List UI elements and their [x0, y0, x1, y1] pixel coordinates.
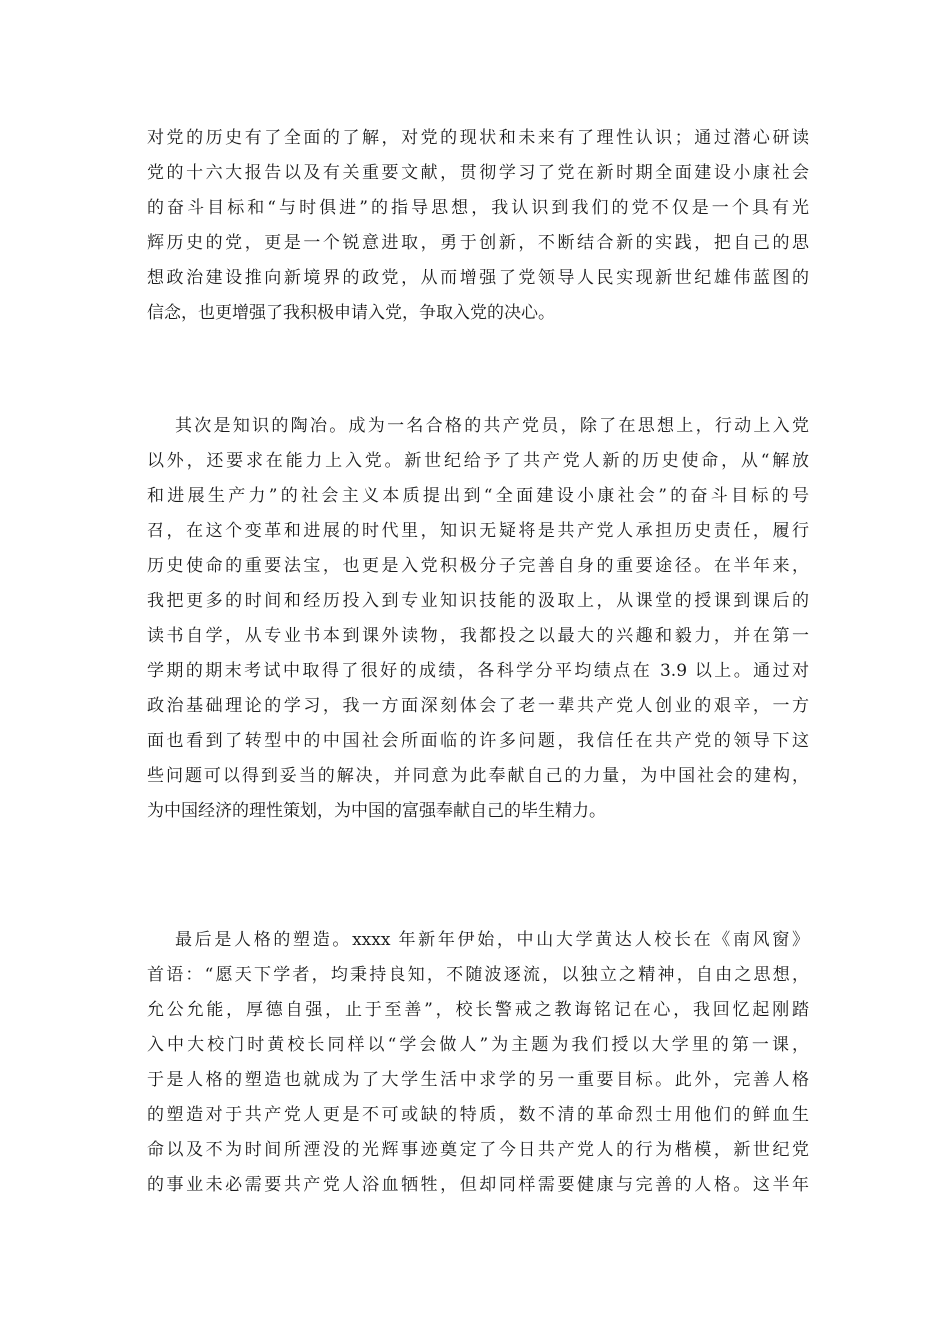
text-line: 于是人格的塑造也就成为了大学生活中求学的另一重要目标。此外，完善人格	[147, 1070, 809, 1090]
text-line: 历史使命的重要法宝，也更是入党积极分子完善自身的重要途径。在半年来，	[147, 556, 809, 576]
paragraph-party-history	[147, 121, 809, 331]
text-line: 读书自学，从专业书本到课外读物，我都投之以最大的兴趣和毅力，并在第一	[147, 626, 809, 646]
text-line: 其次是知识的陶冶。成为一名合格的共产党员，除了在思想上，行动上入党	[175, 416, 809, 436]
text-line: 信念，也更增强了我积极申请入党，争取入党的决心。	[147, 303, 555, 323]
text-line: 我把更多的时间和经历投入到专业知识技能的汲取上，从课堂的授课到课后的	[147, 591, 809, 611]
paragraph-knowledge	[147, 409, 809, 829]
text-line: 些问题可以得到妥当的解决，并同意为此奉献自己的力量，为中国社会的建构，	[147, 766, 809, 786]
text-line: 入中大校门时黄校长同样以“学会做人”为主题为我们授以大学里的第一课，	[147, 1035, 809, 1055]
text-line: 最后是人格的塑造。xxxx 年新年伊始，中山大学黄达人校长在《南风窗》	[175, 930, 809, 950]
text-line: 为中国经济的理性策划，为中国的富强奉献自己的毕生精力。	[147, 801, 606, 821]
text-line: 的事业未必需要共产党人浴血牺牲，但却同样需要健康与完善的人格。这半年	[147, 1175, 809, 1195]
text-line: 允公允能，厚德自强，止于至善”，校长警戒之教诲铭记在心，我回忆起刚踏	[147, 1000, 809, 1020]
text-line: 命以及不为时间所湮没的光辉事迹奠定了今日共产党人的行为楷模，新世纪党	[147, 1140, 809, 1160]
text-line: 政治基础理论的学习，我一方面深刻体会了老一辈共产党人创业的艰辛，一方	[147, 696, 809, 716]
text-line: 对党的历史有了全面的了解，对党的现状和未来有了理性认识；通过潜心研读	[147, 128, 809, 148]
text-line: 学期的期末考试中取得了很好的成绩，各科学分平均绩点在 3.9 以上。通过对	[147, 661, 809, 681]
text-line: 的奋斗目标和“与时俱进”的指导思想，我认识到我们的党不仅是一个具有光	[147, 198, 809, 218]
text-line: 召，在这个变革和进展的时代里，知识无疑将是共产党人承担历史责任，履行	[147, 521, 809, 541]
text-line: 想政治建设推向新境界的政党，从而增强了党领导人民实现新世纪雄伟蓝图的	[147, 268, 809, 288]
text-line: 辉历史的党，更是一个锐意进取，勇于创新，不断结合新的实践，把自己的思	[147, 233, 809, 253]
text-line: 的塑造对于共产党人更是不可或缺的特质，数不清的革命烈士用他们的鲜血生	[147, 1105, 809, 1125]
text-line: 首语：“愿天下学者，均秉持良知，不随波逐流，以独立之精神，自由之思想，	[147, 965, 809, 985]
text-line: 和进展生产力”的社会主义本质提出到“全面建设小康社会”的奋斗目标的号	[147, 486, 809, 506]
text-line: 党的十六大报告以及有关重要文献，贯彻学习了党在新时期全面建设小康社会	[147, 163, 809, 183]
paragraph-character	[147, 923, 809, 1203]
text-line: 以外，还要求在能力上入党。新世纪给予了共产党人新的历史使命，从“解放	[147, 451, 809, 471]
text-line: 面也看到了转型中的中国社会所面临的许多问题，我信任在共产党的领导下这	[147, 731, 809, 751]
